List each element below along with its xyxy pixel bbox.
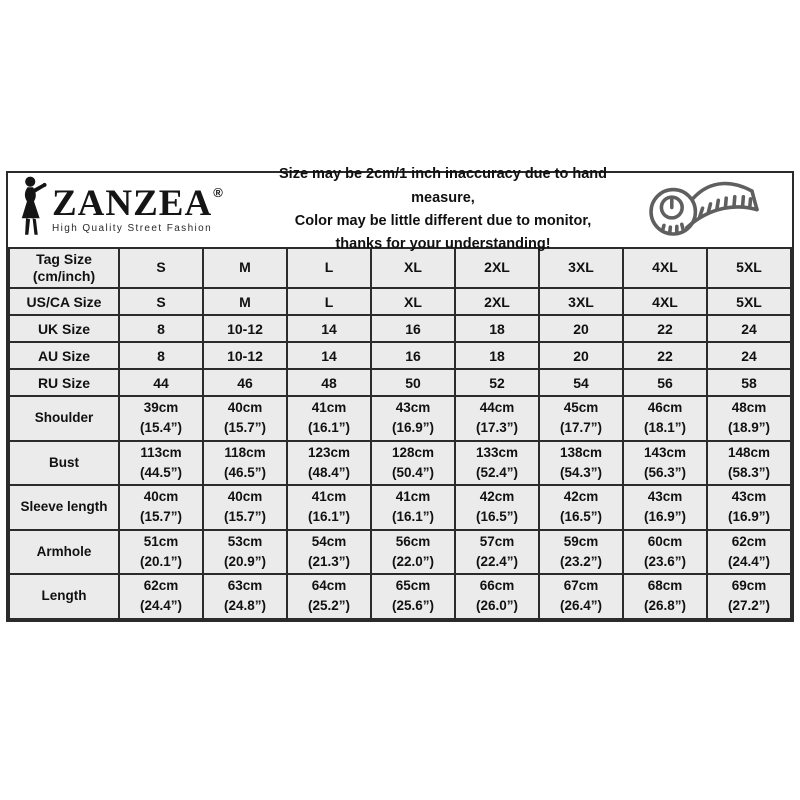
header-band <box>8 166 792 253</box>
table-row <box>9 342 791 369</box>
size-cell: 16 <box>371 342 455 369</box>
measure-inch: (16.5”) <box>559 509 603 525</box>
tape-measure-icon <box>624 176 784 244</box>
measure-inch: (24.4”) <box>139 598 183 614</box>
size-cell: 56 <box>623 369 707 396</box>
column-header: M <box>203 248 287 288</box>
size-cell: 3XL <box>539 288 623 315</box>
measure-cm: 51cm <box>143 533 179 549</box>
size-cell: 14 <box>287 315 371 342</box>
measure-disclaimer <box>262 163 624 257</box>
table-row <box>9 396 791 441</box>
measure-cell <box>539 530 623 575</box>
measure-cm: 41cm <box>311 400 347 415</box>
table-row <box>9 441 791 486</box>
disclaimer-line-1: Size may be 2cm/1 inch inaccuracy due to hand measure, <box>279 166 607 206</box>
measure-inch: (46.5”) <box>223 464 267 480</box>
measure-cell <box>455 441 539 486</box>
measure-cm: 62cm <box>731 533 767 549</box>
measure-inch: (23.6”) <box>643 553 687 569</box>
table-row <box>9 369 791 396</box>
measure-cm: 39cm <box>143 400 179 415</box>
column-header: 5XL <box>707 248 791 288</box>
size-cell: 5XL <box>707 288 791 315</box>
size-cell: 48 <box>287 369 371 396</box>
measure-inch: (16.9”) <box>727 509 771 525</box>
measure-cm: 53cm <box>227 533 263 549</box>
measure-cm: 133cm <box>475 444 519 460</box>
measure-inch: (52.4”) <box>475 464 519 480</box>
measure-inch: (44.5”) <box>139 464 183 480</box>
measure-inch: (16.1”) <box>307 509 351 525</box>
measure-cm: 138cm <box>559 444 603 460</box>
size-cell: 10-12 <box>203 342 287 369</box>
measure-cell <box>623 485 707 530</box>
measure-cm: 41cm <box>395 489 431 504</box>
measure-inch: (58.3”) <box>727 464 771 480</box>
measure-inch: (16.9”) <box>643 509 687 525</box>
measure-cell <box>119 485 203 530</box>
measure-cm: 143cm <box>643 444 687 460</box>
measure-cell <box>371 485 455 530</box>
size-cell: 16 <box>371 315 455 342</box>
measure-inch: (20.9”) <box>223 553 267 569</box>
measure-cm: 60cm <box>647 533 683 549</box>
measure-cell <box>539 574 623 619</box>
size-cell: 22 <box>623 342 707 369</box>
measure-inch: (15.7”) <box>139 509 183 525</box>
size-chart-body <box>9 248 791 619</box>
measure-cm: 46cm <box>647 400 683 415</box>
measure-cm: 45cm <box>563 400 599 415</box>
column-header: S <box>119 248 203 288</box>
measure-cm: 128cm <box>391 444 435 460</box>
size-chart-sheet <box>6 166 794 622</box>
size-cell: 20 <box>539 315 623 342</box>
measure-inch: (16.1”) <box>307 420 351 436</box>
measure-cm: 54cm <box>311 533 347 549</box>
measure-cell <box>371 396 455 441</box>
row-label: Armhole <box>9 530 119 575</box>
measure-inch: (23.2”) <box>559 553 603 569</box>
table-row <box>9 288 791 315</box>
measure-inch: (16.9”) <box>391 420 435 436</box>
size-cell: 22 <box>623 315 707 342</box>
column-header: 4XL <box>623 248 707 288</box>
table-row <box>9 315 791 342</box>
measure-cell <box>455 485 539 530</box>
size-cell: XL <box>371 288 455 315</box>
measure-cell <box>287 485 371 530</box>
measure-cell <box>203 574 287 619</box>
measure-cell <box>203 441 287 486</box>
size-cell: 10-12 <box>203 315 287 342</box>
measure-cm: 43cm <box>731 489 767 504</box>
measure-cell <box>455 530 539 575</box>
measure-cm: 44cm <box>479 400 515 415</box>
measure-inch: (22.0”) <box>391 553 435 569</box>
column-header: XL <box>371 248 455 288</box>
table-row <box>9 574 791 619</box>
measure-inch: (48.4”) <box>307 464 351 480</box>
measure-cm: 64cm <box>311 578 347 593</box>
measure-inch: (27.2”) <box>727 598 771 614</box>
row-label-header <box>9 248 119 288</box>
row-label: AU Size <box>9 342 119 369</box>
measure-inch: (20.1”) <box>139 553 183 569</box>
measure-cm: 123cm <box>307 444 351 460</box>
measure-inch: (18.9”) <box>727 420 771 436</box>
measure-cell <box>203 530 287 575</box>
measure-cell <box>707 441 791 486</box>
row-label-line: (cm/inch) <box>32 268 96 284</box>
column-header: 2XL <box>455 248 539 288</box>
measure-cell <box>707 396 791 441</box>
size-cell: 14 <box>287 342 371 369</box>
row-label: US/CA Size <box>9 288 119 315</box>
size-cell: 18 <box>455 315 539 342</box>
measure-cm: 43cm <box>395 400 431 415</box>
size-cell: 2XL <box>455 288 539 315</box>
row-label: Sleeve length <box>9 485 119 530</box>
disclaimer-line-3: thanks for your understanding! <box>335 236 551 253</box>
size-cell: 20 <box>539 342 623 369</box>
size-cell: 58 <box>707 369 791 396</box>
measure-cm: 67cm <box>563 578 599 593</box>
measure-inch: (16.1”) <box>391 509 435 525</box>
measure-cell <box>623 574 707 619</box>
measure-inch: (18.1”) <box>643 420 687 436</box>
measure-cm: 113cm <box>140 444 182 460</box>
table-row <box>9 530 791 575</box>
measure-cell <box>707 574 791 619</box>
size-cell: 50 <box>371 369 455 396</box>
row-label: UK Size <box>9 315 119 342</box>
size-cell: 24 <box>707 342 791 369</box>
size-cell: L <box>287 288 371 315</box>
size-cell: 52 <box>455 369 539 396</box>
size-chart-table <box>8 247 792 620</box>
measure-inch: (15.7”) <box>223 509 267 525</box>
measure-cell <box>287 574 371 619</box>
measure-cell <box>455 396 539 441</box>
measure-cm: 57cm <box>479 533 515 549</box>
measure-cell <box>623 530 707 575</box>
measure-cm: 66cm <box>479 578 515 593</box>
measure-inch: (24.4”) <box>727 553 771 569</box>
brand-text-block <box>52 183 224 234</box>
size-cell: 54 <box>539 369 623 396</box>
measure-cm: 43cm <box>647 489 683 504</box>
measure-cm: 42cm <box>479 489 515 504</box>
measure-cell <box>119 574 203 619</box>
measure-inch: (26.4”) <box>559 598 603 614</box>
measure-cm: 68cm <box>647 578 683 593</box>
size-cell: 8 <box>119 342 203 369</box>
measure-cell <box>623 441 707 486</box>
measure-cell <box>287 530 371 575</box>
row-label: RU Size <box>9 369 119 396</box>
measure-inch: (24.8”) <box>223 598 267 614</box>
measure-cm: 40cm <box>227 489 263 504</box>
measure-cm: 40cm <box>227 400 263 415</box>
measure-cell <box>623 396 707 441</box>
measure-cell <box>707 485 791 530</box>
measure-cm: 56cm <box>395 533 431 549</box>
size-cell: M <box>203 288 287 315</box>
measure-inch: (25.2”) <box>307 598 351 614</box>
measure-cm: 42cm <box>563 489 599 504</box>
measure-cm: 63cm <box>227 578 263 593</box>
measure-cell <box>119 396 203 441</box>
size-cell: 8 <box>119 315 203 342</box>
brand-logo <box>12 176 262 245</box>
measure-cm: 48cm <box>731 400 767 415</box>
measure-inch: (26.0”) <box>475 598 519 614</box>
size-cell: 46 <box>203 369 287 396</box>
measure-inch: (50.4”) <box>391 464 435 480</box>
disclaimer-line-2: Color may be little different due to monitor, <box>294 213 592 229</box>
measure-cm: 62cm <box>143 578 179 593</box>
size-cell: 44 <box>119 369 203 396</box>
measure-inch: (22.4”) <box>475 553 519 569</box>
column-header: 3XL <box>539 248 623 288</box>
measure-inch: (17.3”) <box>475 420 519 436</box>
brand-tagline: High Quality Street Fashion <box>52 222 213 234</box>
brand-name <box>52 183 224 225</box>
row-label: Length <box>9 574 119 619</box>
measure-cell <box>287 441 371 486</box>
row-label: Shoulder <box>9 396 119 441</box>
measure-cm: 148cm <box>727 444 771 460</box>
measure-cell <box>371 441 455 486</box>
measure-cell <box>371 530 455 575</box>
measure-cell <box>371 574 455 619</box>
measure-inch: (15.7”) <box>223 420 267 436</box>
measure-inch: (54.3”) <box>559 464 603 480</box>
measure-cell <box>203 396 287 441</box>
table-row <box>9 485 791 530</box>
measure-cell <box>119 530 203 575</box>
size-cell: 4XL <box>623 288 707 315</box>
row-label: Bust <box>9 441 119 486</box>
measure-cell <box>539 396 623 441</box>
measure-inch: (16.5”) <box>475 509 519 525</box>
size-cell: S <box>119 288 203 315</box>
measure-inch: (21.3”) <box>307 553 351 569</box>
measure-cm: 41cm <box>311 489 347 504</box>
measure-inch: (26.8”) <box>643 598 687 614</box>
row-label-line: Tag Size <box>36 250 92 267</box>
measure-cell <box>119 441 203 486</box>
measure-cm: 59cm <box>563 533 599 549</box>
size-cell: 24 <box>707 315 791 342</box>
measure-cell <box>707 530 791 575</box>
measure-inch: (56.3”) <box>643 464 687 480</box>
size-cell: 18 <box>455 342 539 369</box>
measure-cm: 65cm <box>395 578 431 593</box>
measure-cell <box>203 485 287 530</box>
measure-cell <box>455 574 539 619</box>
measure-cm: 118cm <box>224 444 266 460</box>
woman-silhouette-icon <box>18 176 50 243</box>
column-header: L <box>287 248 371 288</box>
brand-name-text: ZANZEA <box>52 183 213 225</box>
measure-cm: 69cm <box>731 578 767 593</box>
measure-inch: (15.4”) <box>139 420 183 436</box>
measure-inch: (25.6”) <box>391 598 435 614</box>
registered-mark: ® <box>213 185 224 201</box>
measure-cm: 40cm <box>143 489 179 504</box>
measure-inch: (17.7”) <box>559 420 603 436</box>
measure-cell <box>287 396 371 441</box>
measure-cell <box>539 485 623 530</box>
measure-cell <box>539 441 623 486</box>
